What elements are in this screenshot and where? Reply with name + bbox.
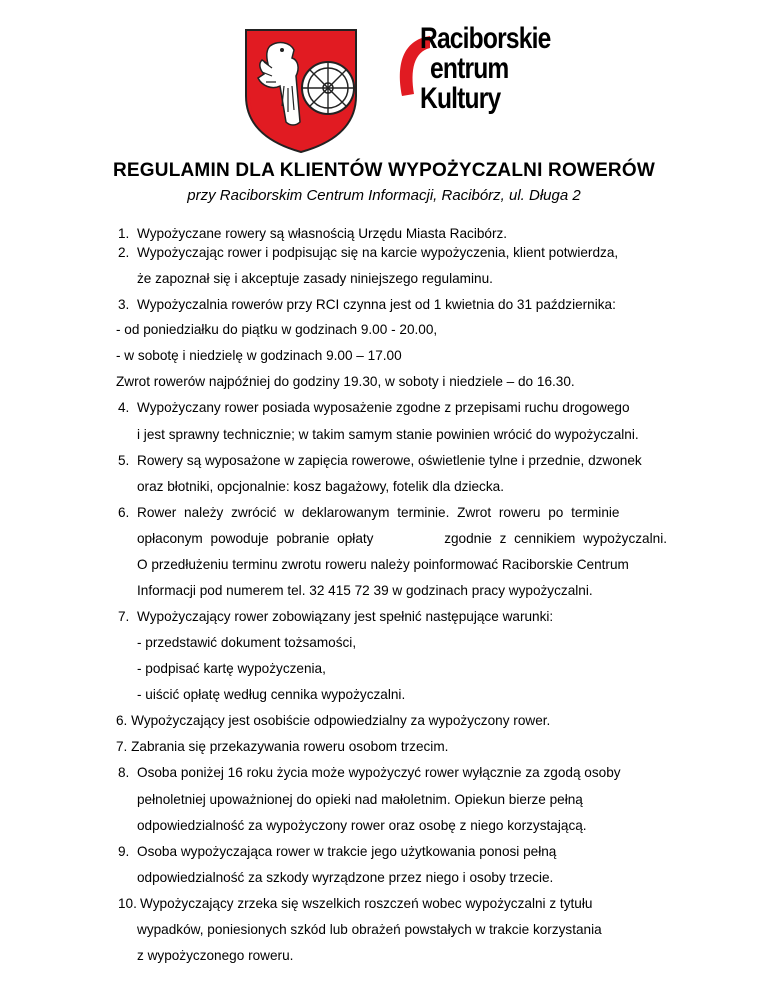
rule-text: Wypożyczający rower zobowiązany jest spełnić następujące warunki: bbox=[137, 609, 554, 624]
rule-number: 4. bbox=[118, 400, 130, 415]
rule-text: opłaconym powoduje pobranie opłaty bbox=[137, 531, 374, 546]
rule-number: 6. bbox=[118, 505, 130, 520]
rck-logo bbox=[378, 24, 568, 120]
rule-number: 3. bbox=[118, 297, 130, 312]
rule-text: O przedłużeniu terminu zwrotu roweru należy poinformować Raciborskie Centrum bbox=[137, 557, 629, 572]
rule-text: 7. Zabrania się przekazywania roweru osobom trzecim. bbox=[116, 739, 449, 754]
rule-text: Wypożyczany rower posiada wyposażenie zgodne z przepisami ruchu drogowego bbox=[137, 400, 630, 415]
rule-text: zgodnie z cennikiem wypożyczalni. bbox=[444, 531, 667, 546]
rule-text: Wypożyczalnia rowerów przy RCI czynna jest od 1 kwietnia do 31 października: bbox=[137, 297, 616, 312]
rule-text: Zwrot rowerów najpóźniej do godziny 19.30, w soboty i niedziele – do 16.30. bbox=[116, 374, 575, 389]
rule-text: wypadków, poniesionych szkód lub obrażeń powstałych w trakcie korzystania bbox=[137, 922, 602, 937]
rule-text: Wypożyczane rowery są własnością Urzędu Miasta Racibórz. bbox=[137, 226, 508, 241]
rule-text: z wypożyczonego roweru. bbox=[137, 948, 294, 963]
rule-text: odpowiedzialność za szkody wyrządzone przez niego i osoby trzecie. bbox=[137, 870, 554, 885]
rule-text: - przedstawić dokument tożsamości, bbox=[137, 635, 357, 650]
rck-logo-line-1: Raciborskie bbox=[420, 22, 551, 55]
document-subtitle: przy Raciborskim Centrum Informacji, Racibórz, ul. Długa 2 bbox=[187, 187, 581, 204]
rule-number: 5. bbox=[118, 453, 130, 468]
rule-number: 10. bbox=[118, 896, 137, 911]
rule-text: Informacji pod numerem tel. 32 415 72 39 w godzinach pracy wypożyczalni. bbox=[137, 583, 593, 598]
raciborz-coat-of-arms-logo bbox=[242, 26, 360, 154]
rule-text: oraz błotniki, opcjonalnie: kosz bagażowy, fotelik dla dziecka. bbox=[137, 479, 504, 494]
rule-text: Rowery są wyposażone w zapięcia rowerowe, oświetlenie tylne i przednie, dzwonek bbox=[137, 453, 642, 468]
rule-text: Wypożyczając rower i podpisując się na karcie wypożyczenia, klient potwierdza, bbox=[137, 245, 619, 260]
rck-logo-line-3: Kultury bbox=[420, 82, 501, 115]
rule-text: - w sobotę i niedzielę w godzinach 9.00 – 17.00 bbox=[116, 348, 402, 363]
rule-text: Rower należy zwrócić w deklarowanym terminie. Zwrot roweru po terminie bbox=[137, 505, 620, 520]
rule-text: - od poniedziałku do piątku w godzinach 9.00 - 20.00, bbox=[116, 322, 438, 337]
rule-text: i jest sprawny technicznie; w takim samym stanie powinien wrócić do wypożyczalni. bbox=[137, 427, 639, 442]
rule-text-justified bbox=[137, 531, 667, 547]
rule-number: 9. bbox=[118, 844, 130, 859]
rule-text: odpowiedzialność za wypożyczony rower oraz osobę z niego korzystającą. bbox=[137, 818, 587, 833]
rule-text: - uiścić opłatę według cennika wypożyczalni. bbox=[137, 687, 406, 702]
rule-text: Osoba wypożyczająca rower w trakcie jego użytkowania ponosi pełną bbox=[137, 844, 557, 859]
rule-text: - podpisać kartę wypożyczenia, bbox=[137, 661, 326, 676]
rule-text: 6. Wypożyczający jest osobiście odpowiedzialny za wypożyczony rower. bbox=[116, 713, 551, 728]
rck-logo-line-2: entrum bbox=[430, 52, 509, 85]
rule-text: Wypożyczający zrzeka się wszelkich roszczeń wobec wypożyczalni z tytułu bbox=[140, 896, 593, 911]
rule-number: 8. bbox=[118, 765, 130, 780]
rule-text: pełnoletniej upoważnionej do opieki nad małoletnim. Opiekun bierze pełną bbox=[137, 792, 583, 807]
rule-number: 2. bbox=[118, 245, 130, 260]
rule-text: że zapoznał się i akceptuje zasady niniejszego regulaminu. bbox=[137, 271, 493, 286]
rule-text: Osoba poniżej 16 roku życia może wypożyczyć rower wyłącznie za zgodą osoby bbox=[137, 765, 621, 780]
document-title: REGULAMIN DLA KLIENTÓW WYPOŻYCZALNI ROWERÓW bbox=[113, 160, 655, 181]
rule-number: 1. bbox=[118, 226, 130, 241]
rule-number: 7. bbox=[118, 609, 130, 624]
